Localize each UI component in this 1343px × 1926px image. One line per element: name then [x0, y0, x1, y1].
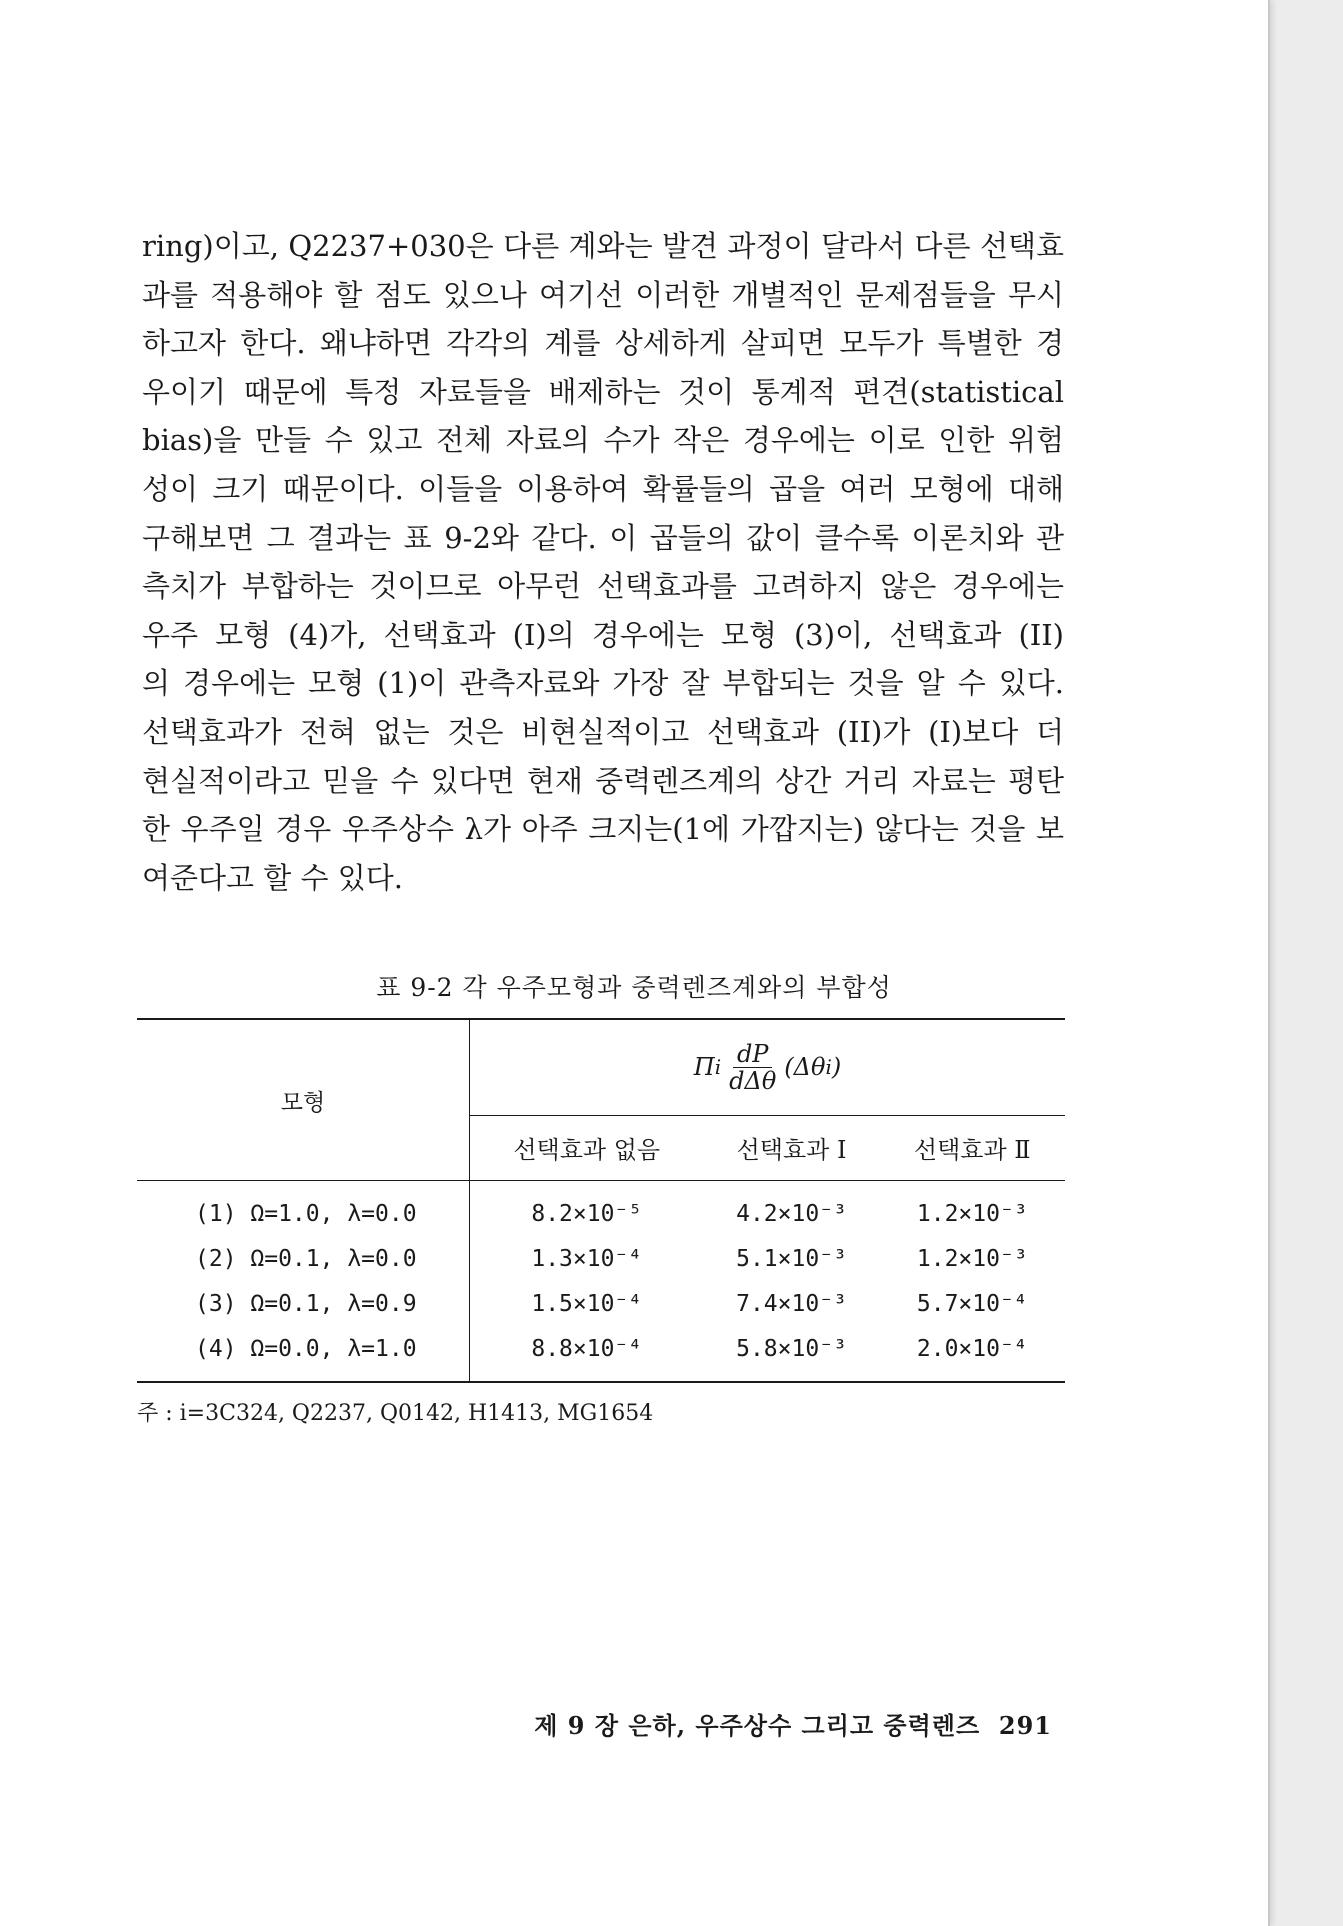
results-table	[137, 1018, 1065, 1383]
derivative-fraction	[725, 1041, 780, 1094]
product-symbol: Π	[693, 1053, 715, 1082]
model-cell: (1) Ω=1.0, λ=0.0	[137, 1181, 470, 1237]
header-no-selection: 선택효과 없음	[513, 1136, 661, 1165]
body-line: 하고자 한다. 왜냐하면 각각의 계를 상세하게 살피면 모두가 특별한 경	[142, 326, 1064, 361]
product-subscript: i	[714, 1055, 722, 1080]
header-selection-1: 선택효과 I	[736, 1136, 847, 1165]
value-cell: 8.8×10⁻⁴	[531, 1335, 643, 1362]
value-cell: 7.4×10⁻³	[736, 1290, 847, 1317]
probability-product-formula	[694, 1041, 841, 1094]
formula-argument: (Δθ	[784, 1053, 826, 1082]
model-cell: (4) Ω=0.0, λ=1.0	[137, 1326, 470, 1382]
value-cell: 1.3×10⁻⁴	[531, 1245, 643, 1272]
body-line: 한 우주일 경우 우주상수 λ가 아주 크지는(1에 가깝지는) 않다는 것을 보	[142, 812, 1064, 847]
body-paragraph	[142, 222, 1064, 902]
page-number: 291	[998, 1711, 1052, 1740]
value-cell: 1.2×10⁻³	[916, 1245, 1028, 1272]
value-cell: 5.8×10⁻³	[736, 1335, 847, 1362]
table-note: 주 : i=3C324, Q2237, Q0142, H1413, MG1654	[137, 1401, 654, 1426]
table-row	[137, 1236, 1065, 1281]
table-row	[137, 1181, 1065, 1237]
argument-subscript: i	[825, 1055, 832, 1080]
body-line: 성이 크기 때문이다. 이들을 이용하여 확률들의 곱을 여러 모형에 대해	[142, 471, 1064, 506]
body-line: 측치가 부합하는 것이므로 아무런 선택효과를 고려하지 않은 경우에는	[142, 569, 1064, 604]
formula-close: )	[831, 1053, 842, 1082]
body-line: 선택효과가 전혀 없는 것은 비현실적이고 선택효과 (II)가 (I)보다 더	[142, 714, 1064, 749]
model-cell: (3) Ω=0.1, λ=0.9	[137, 1281, 470, 1326]
model-cell: (2) Ω=0.1, λ=0.0	[137, 1236, 470, 1281]
body-line: 의 경우에는 모형 (1)이 관측자료와 가장 잘 부합되는 것을 알 수 있다.	[142, 666, 1064, 701]
page-footer	[534, 1706, 1052, 1741]
body-line: ring)이고, Q2237+030은 다른 계와는 발견 과정이 달라서 다른 선택효	[142, 229, 1064, 263]
header-selection-2: 선택효과 Ⅱ	[913, 1136, 1031, 1165]
value-cell: 4.2×10⁻³	[736, 1200, 847, 1227]
body-line: 구해보면 그 결과는 표 9-2와 같다. 이 곱들의 값이 클수록 이론치와 관	[142, 520, 1064, 555]
body-line: 우이기 때문에 특정 자료들을 배제하는 것이 통계적 편견(statistical	[142, 374, 1064, 409]
value-cell: 8.2×10⁻⁵	[531, 1200, 643, 1227]
table-row	[137, 1326, 1065, 1382]
body-line: 과를 적용해야 할 점도 있으나 여기선 이러한 개별적인 문제점들을 무시	[142, 277, 1064, 312]
value-cell: 5.1×10⁻³	[736, 1245, 847, 1272]
body-line: bias)을 만들 수 있고 전체 자료의 수가 작은 경우에는 이로 인한 위험	[142, 423, 1064, 458]
model-column-header: 모형	[137, 1019, 470, 1181]
value-cell: 2.0×10⁻⁴	[916, 1335, 1028, 1362]
body-line: 여준다고 할 수 있다.	[142, 860, 403, 895]
fraction-numerator: dP	[733, 1041, 773, 1068]
chapter-title: 제 9 장 은하, 우주상수 그리고 중력렌즈	[534, 1711, 981, 1740]
body-line: 우주 모형 (4)가, 선택효과 (I)의 경우에는 모형 (3)이, 선택효과 (II)	[142, 617, 1064, 652]
formula-header	[470, 1019, 1066, 1115]
fraction-denominator: dΔθ	[729, 1066, 777, 1095]
value-cell: 5.7×10⁻⁴	[916, 1290, 1028, 1317]
table-caption: 표 9-2 각 우주모형과 중력렌즈계와의 부합성	[376, 973, 892, 1002]
value-cell: 1.2×10⁻³	[916, 1200, 1028, 1227]
table-row	[137, 1281, 1065, 1326]
value-cell: 1.5×10⁻⁴	[531, 1290, 643, 1317]
body-line: 현실적이라고 믿을 수 있다면 현재 중력렌즈계의 상간 거리 자료는 평탄	[142, 763, 1064, 798]
